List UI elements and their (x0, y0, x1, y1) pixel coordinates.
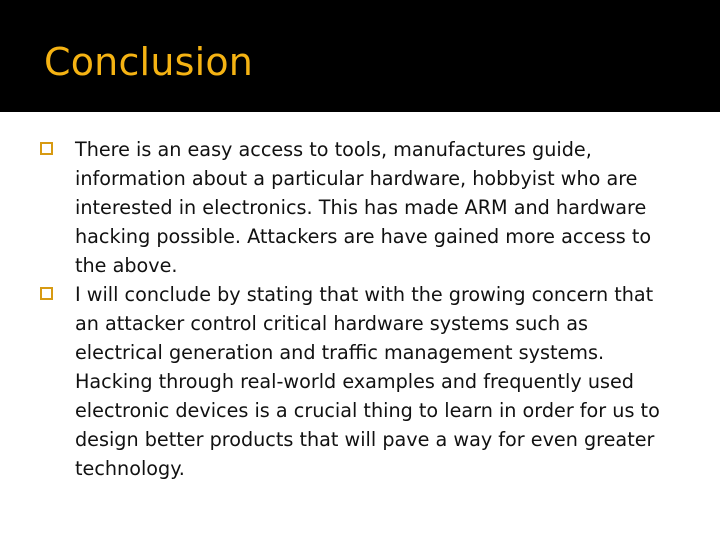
bullet-item (40, 135, 680, 280)
slide-title: Conclusion (44, 40, 254, 84)
title-bar (0, 0, 720, 112)
bullet-text: I will conclude by stating that with the growing concern that an attacker control critical hardware systems such as electrical generation and traffic management systems. Hacking through real-world examples and frequently used electronic devices is a crucial thing to learn in order for us to design better products that will pave a way for even greater technology. (75, 283, 660, 480)
bullet-list (40, 135, 680, 483)
bullet-item (40, 280, 680, 483)
bullet-text: There is an easy access to tools, manufactures guide, information about a particular hardware, hobbyist who are interested in electronics. This has made ARM and hardware hacking possible. Attackers are have gained more access to the above. (75, 138, 652, 277)
square-bullet-icon (40, 287, 53, 300)
square-bullet-icon (40, 142, 53, 155)
